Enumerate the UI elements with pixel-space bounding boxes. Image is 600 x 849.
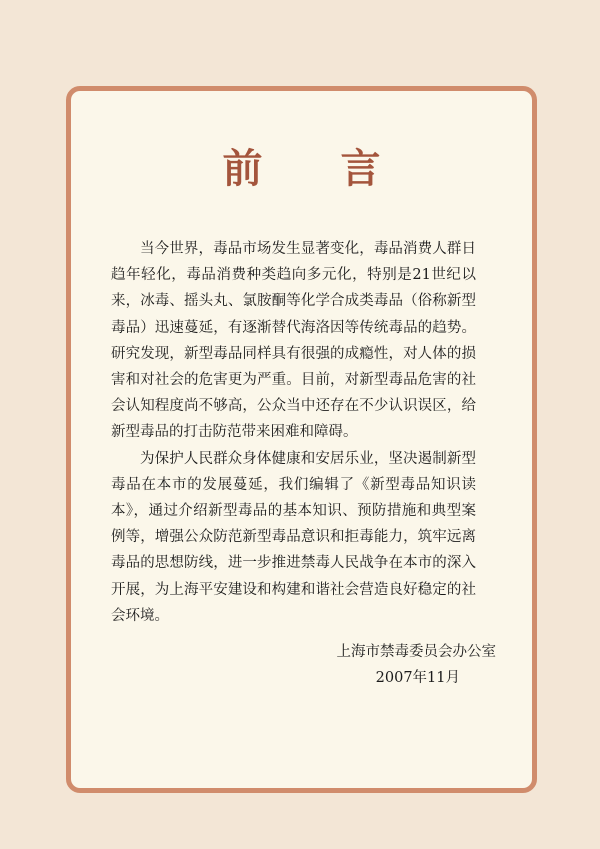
preface-paragraph-1: 当今世界，毒品市场发生显著变化，毒品消费人群日趋年轻化，毒品消费种类趋向多元化，特别是21世纪以来，冰毒、摇头丸、氯胺酮等化学合成类毒品（俗称新型毒品）迅速蔓延，有逐渐替代海洛因等传统毒品的趋势。研究发现，新型毒品同样具有很强的成瘾性，对人体的损害和对社会的危害更为严重。目前，对新型毒品危害的社会认知程度尚不够高，公众当中还存在不少认识误区，给新型毒品的打击防范带来困难和障碍。 [111,241,476,441]
preface-paragraph-2: 为保护人民群众身体健康和安居乐业，坚决遏制新型毒品在本市的发展蔓延，我们编辑了《新型毒品知识读本》，通过介绍新型毒品的基本知识、预防措施和典型案例等，增强公众防范新型毒品意识和拒毒能力，筑牢远离毒品的思想防线，进一步推进禁毒人民战争在本市的深入开展，为上海平安建设和构建和谐社会营造良好稳定的社会环境。 [111,450,476,624]
preface-frame [66,86,537,793]
signature-block [337,639,497,691]
signature-date: 2007年11月 [375,670,460,686]
preface-title: 前 言 [222,145,413,192]
preface-body [111,236,476,629]
signature-organization: 上海市禁毒委员会办公室 [336,644,496,660]
